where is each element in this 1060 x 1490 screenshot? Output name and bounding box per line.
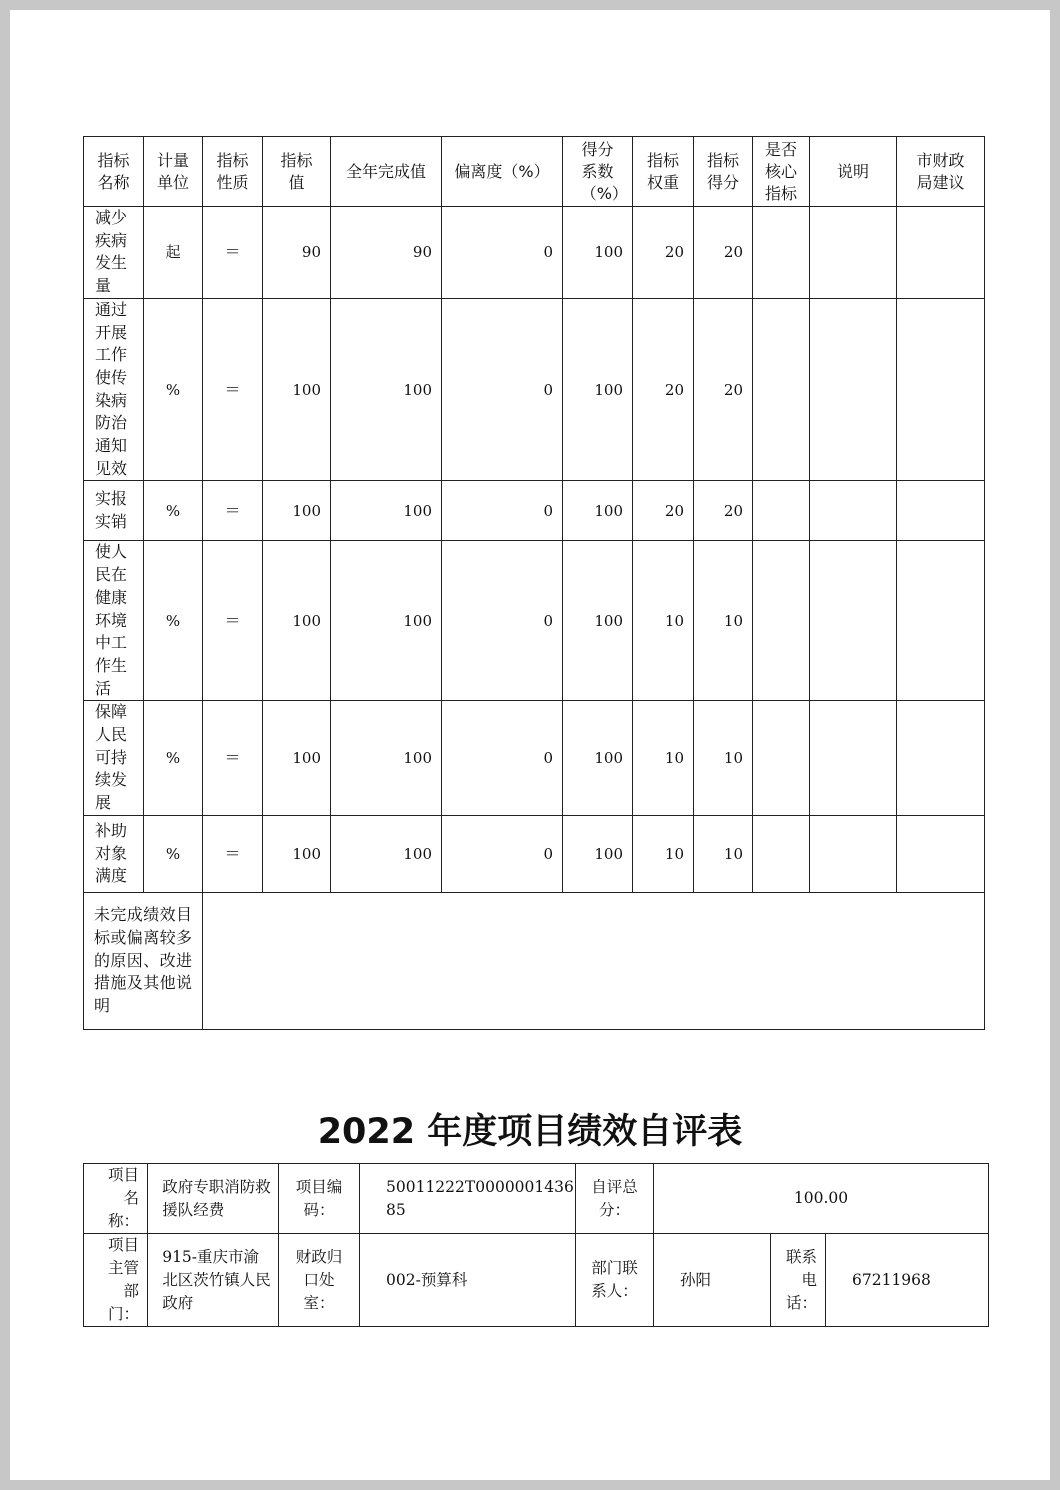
table-row: [84, 815, 985, 892]
nature-cell: ＝: [203, 701, 263, 816]
actual-cell: 100: [331, 701, 442, 816]
note-cell: [810, 207, 897, 299]
table-row: [84, 541, 985, 701]
dept-value: 915-重庆市渝北区茨竹镇人民政府: [148, 1234, 279, 1327]
note-cell: [810, 298, 897, 481]
coef-cell: 100: [563, 207, 633, 299]
dept-label: 项目主管部门：: [84, 1234, 148, 1327]
indicator-name: 实报实销: [84, 481, 144, 541]
contact-label: 部门联系人：: [576, 1234, 654, 1327]
nature-cell: ＝: [203, 298, 263, 481]
target-cell: 100: [263, 701, 331, 816]
total-score-label: 自评总分：: [576, 1164, 654, 1234]
office-value: 002-预算科: [360, 1234, 576, 1327]
deviation-cell: 0: [442, 207, 563, 299]
note-cell: [810, 701, 897, 816]
unit-cell: %: [144, 298, 203, 481]
indicator-header-row: [84, 137, 985, 207]
score-cell: 10: [694, 815, 753, 892]
deviation-cell: 0: [442, 701, 563, 816]
weight-cell: 20: [633, 298, 694, 481]
advice-cell: [897, 815, 985, 892]
project-info-row-1: [84, 1164, 989, 1234]
indicator-table: [83, 136, 985, 1030]
actual-cell: 100: [331, 815, 442, 892]
actual-cell: 90: [331, 207, 442, 299]
phone-value: 67211968: [826, 1234, 989, 1327]
coef-cell: 100: [563, 815, 633, 892]
header-score: 指标得分: [694, 137, 753, 207]
table-row: [84, 207, 985, 299]
weight-cell: 10: [633, 815, 694, 892]
nature-cell: ＝: [203, 207, 263, 299]
actual-cell: 100: [331, 481, 442, 541]
target-cell: 90: [263, 207, 331, 299]
unfinished-label: 未完成绩效目标或偏离较多的原因、改进措施及其他说明: [84, 892, 203, 1029]
core-cell: [753, 815, 810, 892]
coef-cell: 100: [563, 481, 633, 541]
header-indicator-name: 指标名称: [84, 137, 144, 207]
project-info-table: [83, 1163, 989, 1327]
header-unit: 计量单位: [144, 137, 203, 207]
indicator-name: 减少疾病发生量: [84, 207, 144, 299]
contact-value: 孙阳: [654, 1234, 771, 1327]
project-code-label: 项目编码：: [279, 1164, 360, 1234]
unit-cell: %: [144, 541, 203, 701]
header-nature: 指标性质: [203, 137, 263, 207]
core-cell: [753, 701, 810, 816]
unfinished-text: [203, 892, 985, 1029]
project-info-row-2: [84, 1234, 989, 1327]
score-cell: 10: [694, 701, 753, 816]
coef-cell: 100: [563, 298, 633, 481]
note-cell: [810, 815, 897, 892]
unit-cell: %: [144, 481, 203, 541]
indicator-name: 通过开展工作使传染病防治通知见效: [84, 298, 144, 481]
weight-cell: 10: [633, 701, 694, 816]
unit-cell: %: [144, 701, 203, 816]
target-cell: 100: [263, 298, 331, 481]
project-name-label: 项目名称：: [84, 1164, 148, 1234]
actual-cell: 100: [331, 541, 442, 701]
core-cell: [753, 541, 810, 701]
target-cell: 100: [263, 481, 331, 541]
note-cell: [810, 481, 897, 541]
target-cell: 100: [263, 815, 331, 892]
table-row: [84, 481, 985, 541]
form-title: 2022 年度项目绩效自评表: [317, 1112, 743, 1152]
table-row: [84, 298, 985, 481]
indicator-name: 使人民在健康环境中工作生活: [84, 541, 144, 701]
weight-cell: 20: [633, 481, 694, 541]
unfinished-row: [84, 892, 985, 1029]
header-core: 是否核心指标: [753, 137, 810, 207]
table-row: [84, 701, 985, 816]
nature-cell: ＝: [203, 541, 263, 701]
deviation-cell: 0: [442, 298, 563, 481]
weight-cell: 20: [633, 207, 694, 299]
score-cell: 20: [694, 207, 753, 299]
total-score-value: 100.00: [654, 1164, 989, 1234]
deviation-cell: 0: [442, 481, 563, 541]
project-name-value: 政府专职消防救援队经费: [148, 1164, 279, 1234]
advice-cell: [897, 207, 985, 299]
advice-cell: [897, 541, 985, 701]
unit-cell: %: [144, 815, 203, 892]
core-cell: [753, 298, 810, 481]
target-cell: 100: [263, 541, 331, 701]
indicator-name: 补助对象满度: [84, 815, 144, 892]
advice-cell: [897, 298, 985, 481]
core-cell: [753, 481, 810, 541]
nature-cell: ＝: [203, 815, 263, 892]
document-page: [10, 10, 1050, 1480]
advice-cell: [897, 701, 985, 816]
unit-cell: 起: [144, 207, 203, 299]
deviation-cell: 0: [442, 815, 563, 892]
header-weight: 指标权重: [633, 137, 694, 207]
note-cell: [810, 541, 897, 701]
header-deviation: 偏离度（%）: [442, 137, 563, 207]
header-coef: 得分系数（%）: [563, 137, 633, 207]
score-cell: 20: [694, 298, 753, 481]
deviation-cell: 0: [442, 541, 563, 701]
phone-label: 联系电话：: [771, 1234, 826, 1327]
indicator-name: 保障人民可持续发展: [84, 701, 144, 816]
header-target: 指标值: [263, 137, 331, 207]
coef-cell: 100: [563, 701, 633, 816]
advice-cell: [897, 481, 985, 541]
core-cell: [753, 207, 810, 299]
actual-cell: 100: [331, 298, 442, 481]
coef-cell: 100: [563, 541, 633, 701]
score-cell: 20: [694, 481, 753, 541]
score-cell: 10: [694, 541, 753, 701]
project-code-value: 50011222T000000143685: [360, 1164, 576, 1234]
header-advice: 市财政局建议: [897, 137, 985, 207]
weight-cell: 10: [633, 541, 694, 701]
nature-cell: ＝: [203, 481, 263, 541]
office-label: 财政归口处室：: [279, 1234, 360, 1327]
header-note: 说明: [810, 137, 897, 207]
header-actual: 全年完成值: [331, 137, 442, 207]
